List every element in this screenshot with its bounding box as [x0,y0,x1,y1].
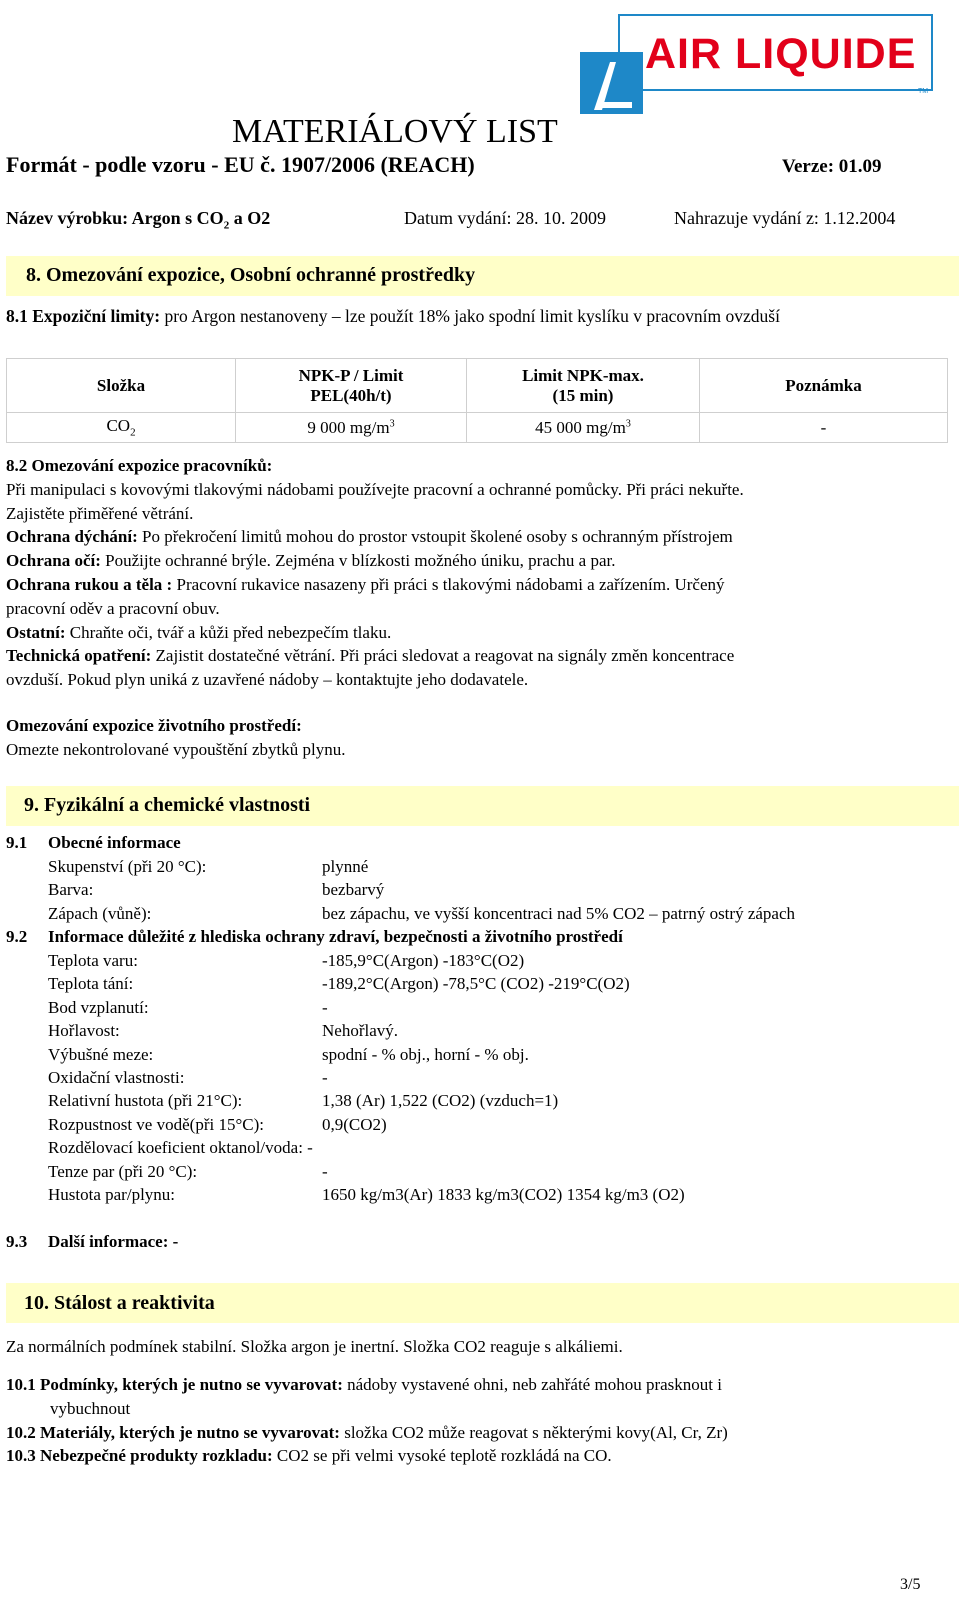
product-name: Název výrobku: Argon s $CO_2$ a O2 [6,208,271,232]
col-header-component: Složka [7,359,236,413]
hand-body-protection: Ochrana rukou a těla : Pracovní rukavice nasazeny při práci s tlakovými nádobami a zařízením. Určený [6,574,725,594]
environmental-exposure: Omezování expozice životního prostředí: Omezte nekontrolované vypouštění zbytků plynu. [6,716,346,759]
replaces-edition: Nahrazuje vydání z: 1.12.2004 [674,208,896,228]
prop-label: Rozpustnost ve vodě(při 15°C): [48,1115,264,1134]
prop-value: bezbarvý [322,880,385,899]
conditions-to-avoid: 10.1 Podmínky, kterých je nutno se vyvarovat: nádoby vystavené ohni, neb zahřáté mohou prasknout i [6,1375,722,1394]
prop-label: Výbušné meze: [48,1045,154,1064]
cell-note: - [700,413,948,443]
prop-label: Tenze par (při 20 °C): [48,1162,198,1181]
eye-protection: Ochrana očí: Použijte ochranné brýle. Zejména v blízkosti možného úniku, prachu a par. [6,551,616,571]
page-number: 3/5 [900,1576,921,1593]
prop-value: Nehořlavý. [322,1021,399,1040]
logo-brand-text: AIR LIQUIDE [645,30,917,78]
prop-label: Teplota varu: [48,951,138,970]
respiratory-protection: Ochrana dýchání: Po překročení limitů mohou do prostor vstoupit školené osoby s ochranným přístrojem [6,527,733,547]
col-header-npk-max: Limit NPK-max. (15 min) [467,359,700,413]
prop-value: - [322,998,328,1017]
version: Verze: 01.09 [782,156,882,177]
section-9-heading: 9. Fyzikální a chemické vlastnosti [24,794,311,816]
document-title: MATERIÁLOVÝ LIST [232,113,558,150]
prop-label: Skupenství (při 20 °C): [48,857,207,876]
col-header-npk-p: NPK-P / Limit PEL(40h/t) [236,359,467,413]
prop-label: Oxidační vlastnosti: [48,1068,185,1087]
exposure-limits: 8.1 Expoziční limity: pro Argon nestanoveny – lze použít 18% jako spodní limit kyslíku v pracovním ovzduší [6,306,780,326]
format-line: Formát - podle vzoru - EU č. 1907/2006 (REACH) [6,152,475,177]
prop-value: - [322,1162,328,1181]
prop-label: Bod vzplanutí: [48,998,149,1017]
section-8-2-heading: 8.2 Omezování expozice pracovníků: [6,456,273,475]
exposure-limits-table [6,358,948,443]
logo-trademark: TM [918,88,929,95]
section-9-2-number: 9.2 [6,927,28,946]
materials-to-avoid: 10.2 Materiály, kterých je nutno se vyvarovat: složka CO2 může reagovat s některými kovy(Al, Cr, Zr) [6,1422,728,1442]
prop-label: Barva: [48,880,94,899]
section-9-2-title: Informace důležité z hlediska ochrany zdraví, bezpečnosti a životního prostředí [48,927,623,946]
section-8-2: 8.2 Omezování expozice pracovníků: Při manipulaci s kovovými tlakovými nádobami používejte pracovní a ochranné pomůcky. Při práci nekuřte. Zajistěte přiměřené větrání. Ochrana dýchání: Po překročení limitů mohou do prostor vstoupit školené osoby s ochranným přístrojem Ochrana očí: Použijte ochranné brýle. Zejména v blízkosti možného úniku, prachu a par. Ochrana rukou a těla : Pracovní rukavice nasazeny při práci s tlakovými nádobami a zařízením. Určený pracovní oděv a pracovní obuv. Ostatní: Chraňte oči, tvář a kůži před nebezpečím tlaku. Technická opatření: Zajistit dostatečné větrání. Při práci sledovat a reagovat na signály změn koncentrace ovzduší. Pokud plyn uniká z uzavřené nádoby – kontaktujte jeho dodavatele. [6,454,946,692]
air-liquide-logo-mark [580,52,643,114]
section-9-1-number: 9.1 [6,833,28,852]
section-10-heading: 10. Stálost a reaktivita [24,1292,215,1314]
issue-date: Datum vydání: 28. 10. 2009 [404,208,606,228]
prop-value: -185,9°C(Argon) -183°C(O2) [322,951,525,970]
reactivity-list: 10.1 Podmínky, kterých je nutno se vyvarovat: nádoby vystavené ohni, neb zahřáté mohou prasknout i vybuchnout 10.2 Materiály, kterých je nutno se vyvarovat: složka CO2 může reagovat s některými kovy(Al, Cr, Zr) 10.3 Nebezpečné produkty rozkladu: CO2 se při velmi vysoké teplotě rozkládá na CO. [6,1373,946,1468]
cell-npk-max: 45 000 $mg/m^3$ [467,413,700,443]
prop-value: 1650 kg/m3(Ar) 1833 kg/m3(CO2) 1354 kg/m3 (O2) [322,1185,685,1204]
section-9-1-title: Obecné informace [48,833,181,852]
prop-label: Relativní hustota (při 21°C): [48,1091,243,1110]
prop-label: Teplota tání: [48,974,134,993]
prop-value: 0,9(CO2) [322,1115,387,1134]
section-8-heading: 8. Omezování expozice, Osobní ochranné prostředky [26,264,476,286]
prop-value: bez zápachu, ve vyšší koncentraci nad 5% CO2 – patrný ostrý zápach [322,904,795,923]
prop-value: 1,38 (Ar) 1,522 (CO2) (vzduch=1) [322,1091,559,1110]
section-9-3-text: Další informace: - [48,1232,179,1251]
cell-component: $CO_2$ [7,413,236,443]
prop-label: Hořlavost: [48,1021,120,1040]
technical-measures: Technická opatření: Zajistit dostatečné větrání. Při práci sledovat a reagovat na signály změn koncentrace [6,646,735,666]
col-header-note: Poznámka [700,359,948,413]
prop-value: plynné [322,857,369,876]
section-9-3-number: 9.3 [6,1232,28,1251]
prop-value: -189,2°C(Argon) -78,5°C (CO2) -219°C(O2) [322,974,630,993]
prop-label: Zápach (vůně): [48,904,152,923]
prop-label: Rozdělovací koeficient oktanol/voda: - [48,1138,313,1157]
decomposition-products: 10.3 Nebezpečné produkty rozkladu: CO2 se při velmi vysoké teplotě rozkládá na CO. [6,1446,612,1466]
stability-intro: Za normálních podmínek stabilní. Složka argon je inertní. Složka CO2 reaguje s alkáliemi. [6,1337,623,1356]
prop-value: spodní - % obj., horní - % obj. [322,1045,529,1064]
cell-npk-p: 9 000 $mg/m^3$ [236,413,467,443]
prop-value: - [322,1068,328,1087]
other-protection: Ostatní: Chraňte oči, tvář a kůži před nebezpečím tlaku. [6,622,392,642]
table-row [7,413,948,443]
prop-label: Hustota par/plynu: [48,1185,176,1204]
